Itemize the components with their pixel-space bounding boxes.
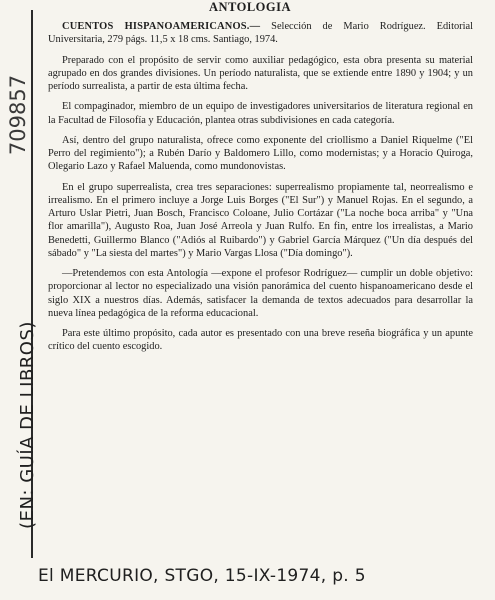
handwritten-catalog-number: 709857	[6, 74, 30, 156]
paragraph-2: El compaginador, miembro de un equipo de investigadores universitarios de literatura regional en la Facultad de Filosofía y Educación, plantea otras subdivisiones en cada categoría.	[48, 101, 473, 126]
handwritten-source-note: (EN: GUÍA DE LIBROS)	[16, 321, 38, 529]
review-article	[48, 20, 473, 361]
handwritten-source-footer: El MERCURIO, STGO, 15-IX-1974, p. 5	[38, 566, 366, 586]
paragraph-6: Para este último propósito, cada autor es presentado con una breve reseña biográfica y un apunte crítico del cuento escogido.	[48, 328, 473, 353]
book-citation	[48, 20, 473, 47]
paragraph-4: En el grupo superrealista, crea tres separaciones: superrealismo propiamente tal, neorrealismo e irrealismo. En el primero incluye a Jorge Luis Borges ("El Sur") y Manuel Rojas. En el segundo, a Arturo Uslar Pietri, Juan Bosch, Francisco Coloane, Julio Cortázar ("La noche boca arriba" y "Una flor amarilla"), Augusto Roa, Juan José Arreola y Juan Rulfo. En fin, entre los irrealistas, a Mario Benedetti, Guillermo Blanco ("Adiós al Ruibardo") y Gabriel García Márquez ("Un día después del sábado" y "La siesta del martes") y Mario Vargas Llosa ("Día domingo").	[48, 181, 473, 259]
paragraph-5: —Pretendemos con esta Antología —expone el profesor Rodríguez— cumplir un doble objetivo: proporcionar al lector no especializado una visión panorámica del cuento hispanoamericano desde el siglo XIX a nuestros días. Además, satisfacer la demanda de textos adecuados para desarrollar la nueva línea pedagógica de la reforma educacional.	[48, 268, 473, 319]
section-header: ANTOLOGIA	[208, 0, 292, 14]
book-title: CUENTOS HISPANOAMERICANOS.—	[62, 21, 261, 32]
paragraph-3: Así, dentro del grupo naturalista, ofrece como exponente del criollismo a Daniel Riquelme ("El Perro del regimiento"); a Rubén Darío y Baldomero Lillo, como modernistas; y a Horacio Quiroga, Olegario Lazo y Rafael Maluenda, como mundonovistas.	[48, 134, 473, 173]
paragraph-1: Preparado con el propósito de servir como auxiliar pedagógico, esta obra presenta su material agrupado en dos grandes divisiones. Un período naturalista, que se extiende entre 1890 y 1904; y un período surrealista, a partir de esta última fecha.	[48, 54, 473, 92]
book-details: Selección de Mario Rodríguez. Editorial Universitaria, 279 págs. 11,5 x 18 cms. Santiago, 1974.	[48, 21, 473, 46]
